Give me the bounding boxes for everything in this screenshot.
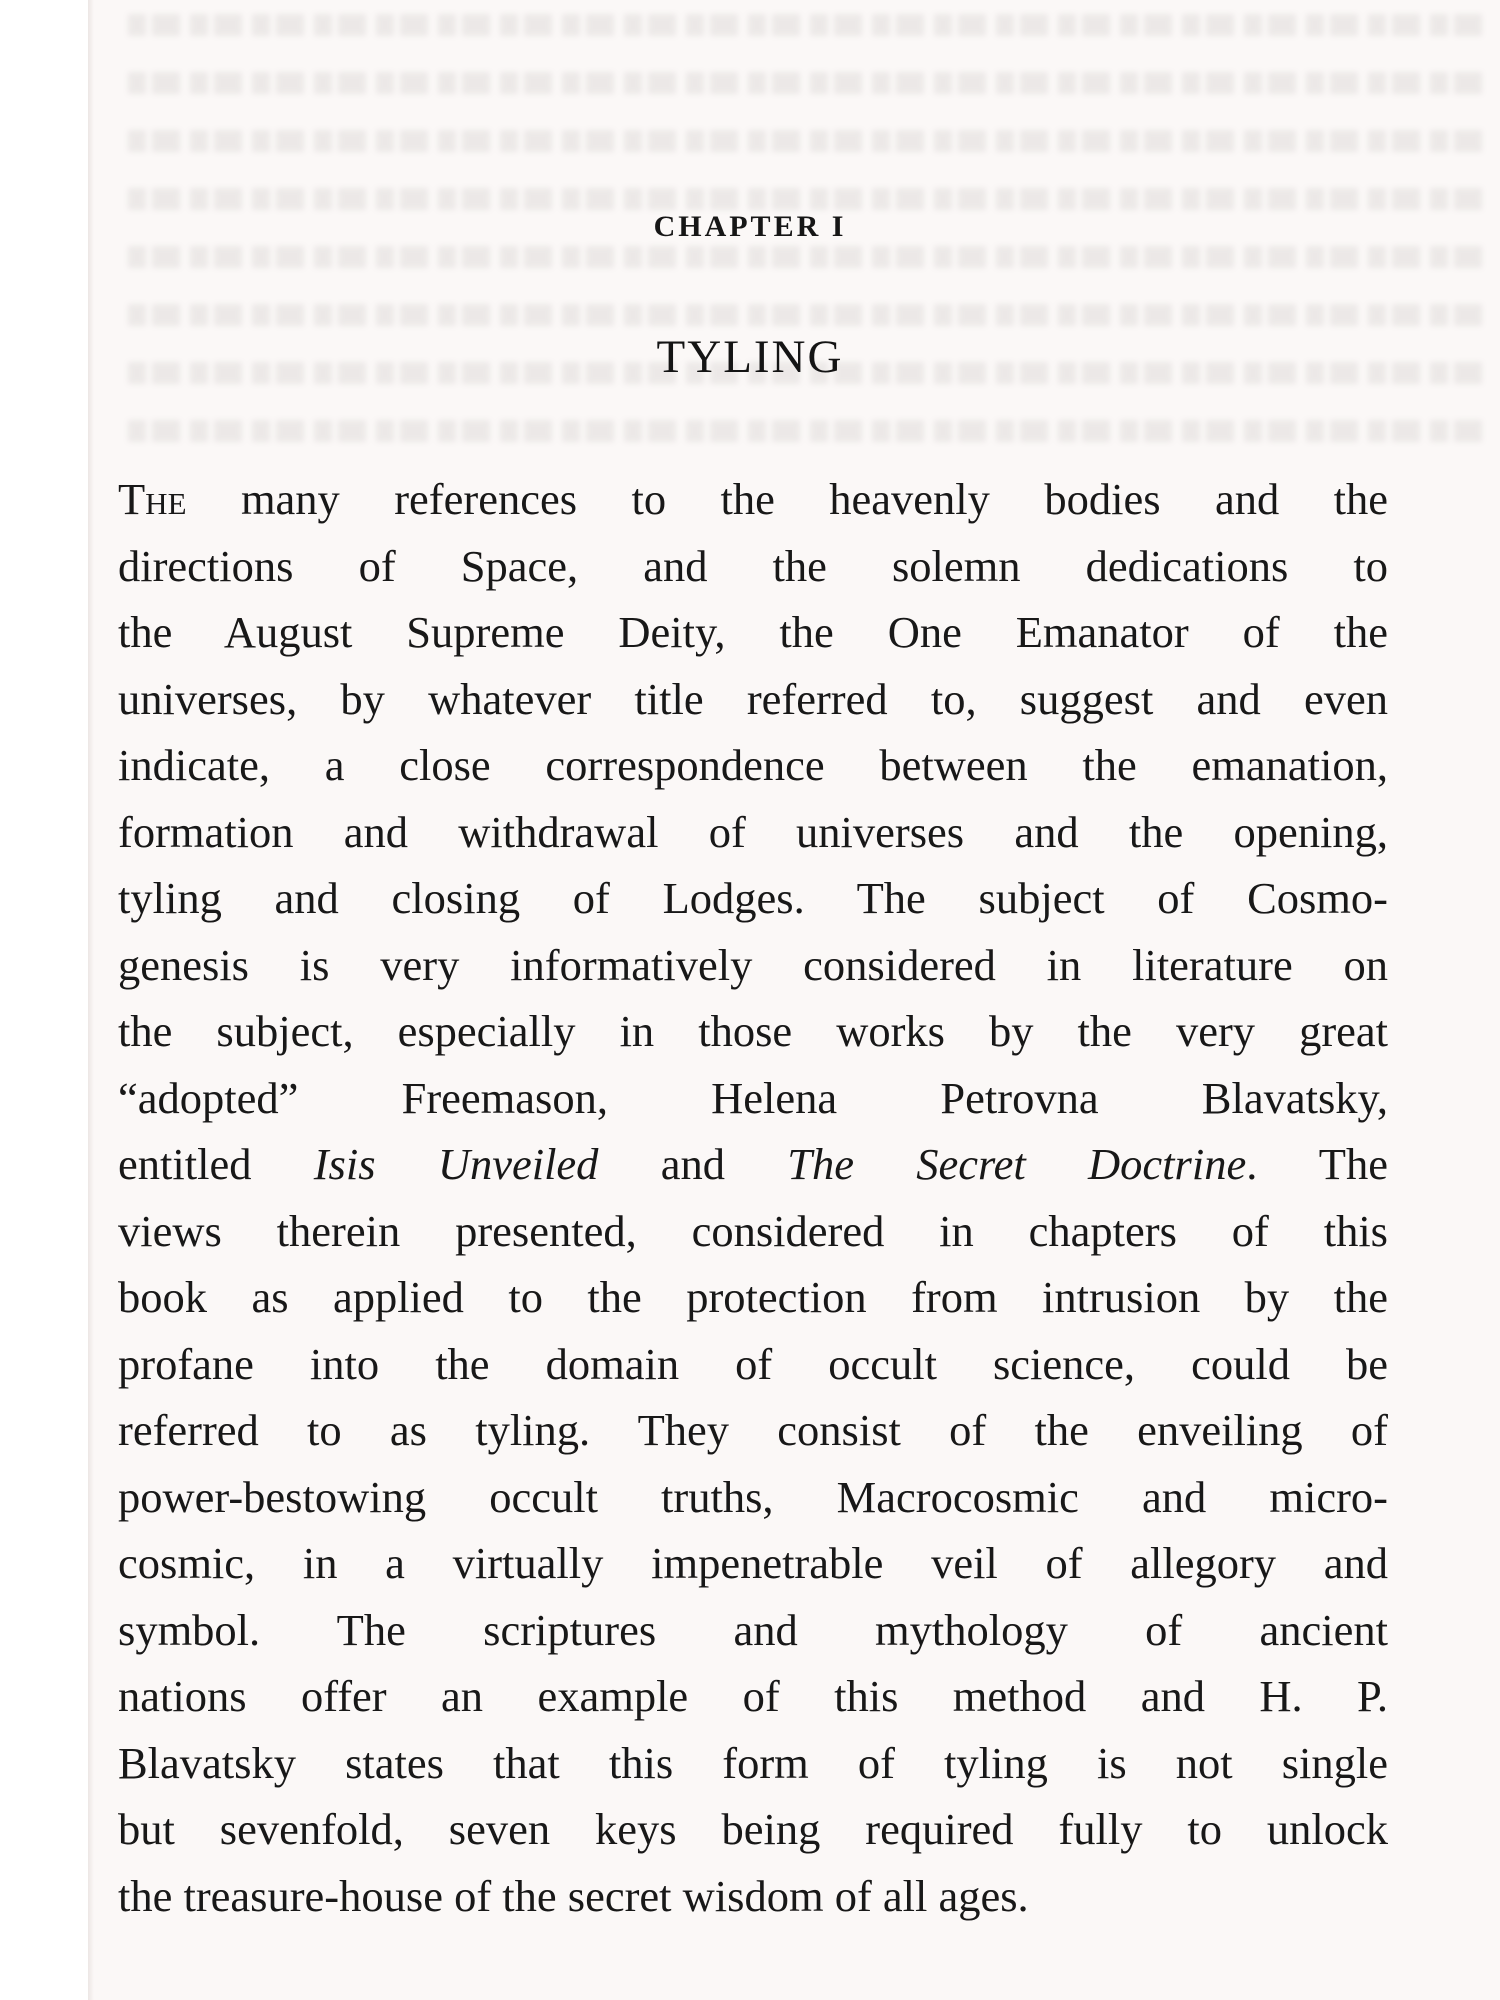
paragraph-line: nations offer an example of this method and H. P.	[118, 1671, 1388, 1721]
book-title-isis-unveiled: Isis Unveiled	[313, 1139, 599, 1189]
book-title-secret-doctrine: The Secret Doctrine	[787, 1139, 1247, 1189]
paragraph-line: referred to as tyling. They consist of the enveiling of	[118, 1405, 1388, 1455]
paragraph-line: profane into the domain of occult science, could be	[118, 1338, 1388, 1389]
paragraph-line: symbol. The scriptures and mythology of ancient	[118, 1604, 1388, 1655]
paragraph-line: Blavatsky states that this form of tyling is not single	[118, 1737, 1388, 1788]
paragraph-line: directions of Space, and the solemn dedications to	[118, 540, 1388, 591]
paragraph-line: power-bestowing occult truths, Macrocosmic and micro-	[118, 1471, 1388, 1522]
paragraph-line: views therein presented, considered in chapters of this	[118, 1205, 1388, 1256]
paragraph-line: formation and withdrawal of universes and the opening,	[118, 806, 1388, 857]
paragraph-line: The many references to the heavenly bodies and the	[118, 474, 1388, 524]
paragraph-line: but sevenfold, seven keys being required fully to unlock	[118, 1804, 1388, 1854]
paragraph-line: “adopted” Freemason, Helena Petrovna Blavatsky,	[118, 1072, 1388, 1123]
chapter-label: CHAPTER I	[653, 210, 847, 243]
paragraph-line: indicate, a close correspondence between the emanation,	[118, 740, 1388, 790]
paragraph-line: the August Supreme Deity, the One Emanator of the	[118, 607, 1388, 657]
paragraph-line: cosmic, in a virtually impenetrable veil of allegory and	[118, 1538, 1388, 1588]
chapter-title: TYLING	[656, 331, 844, 383]
paragraph-line: genesis is very informatively considered in literature on	[118, 939, 1388, 990]
paragraph-last-line: the treasure-house of the secret wisdom of all ages.	[118, 1870, 1029, 1921]
paragraph-line: book as applied to the protection from intrusion by the	[118, 1272, 1388, 1322]
paragraph-line: tyling and closing of Lodges. The subject of Cosmo-	[118, 873, 1388, 923]
paragraph-line: entitled Isis Unveiled and The Secret Doctrine. The	[118, 1139, 1388, 1189]
paragraph-line: the subject, especially in those works by the very great	[118, 1006, 1388, 1056]
body-paragraph	[118, 466, 1388, 1929]
page-edge	[88, 0, 94, 2000]
paragraph-line: universes, by whatever title referred to, suggest and even	[118, 673, 1388, 724]
opening-word: The	[118, 474, 187, 524]
